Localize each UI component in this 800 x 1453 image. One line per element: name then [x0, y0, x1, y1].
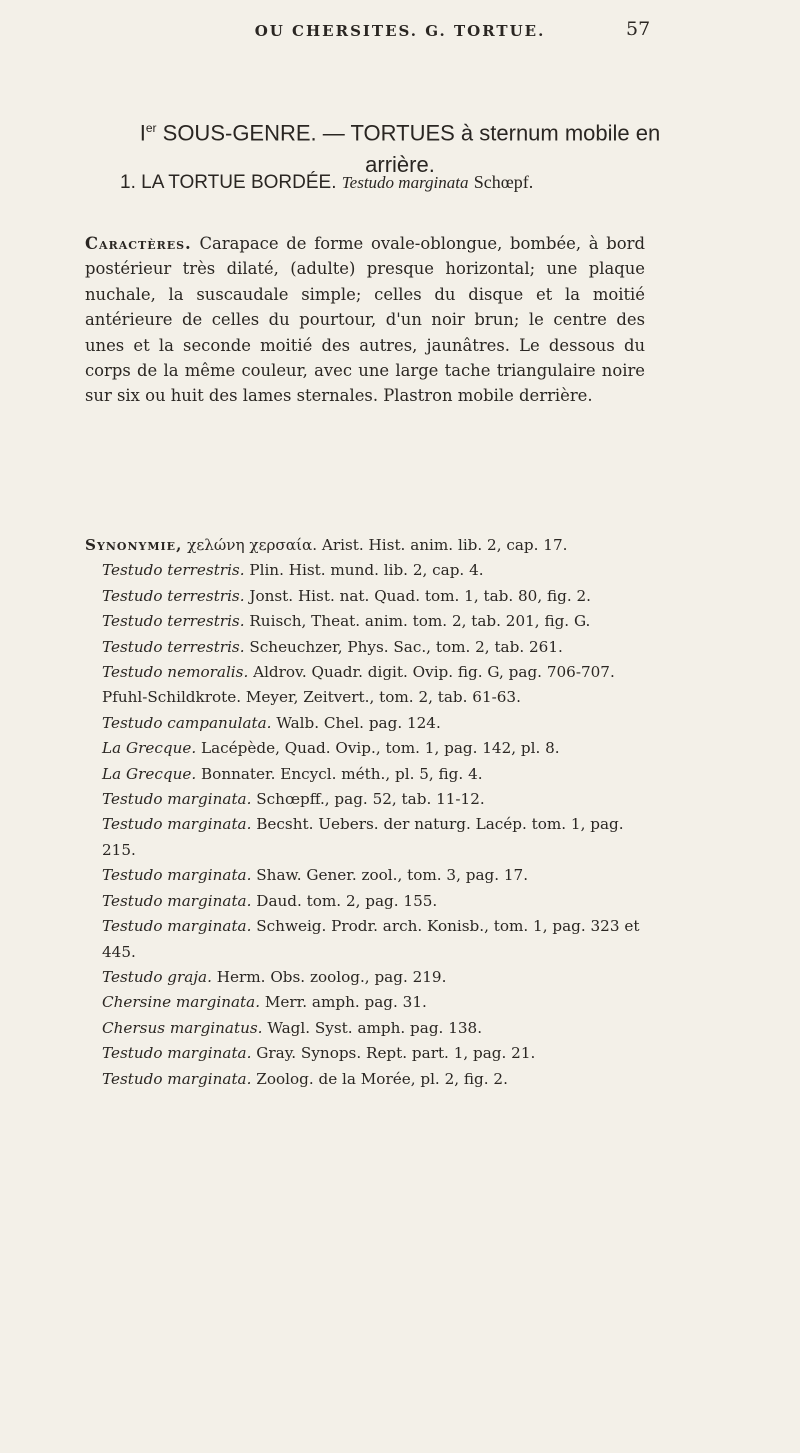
subgenus-ordinal-sup: er: [145, 121, 157, 135]
synonym-reference: Merr. amph. pag. 31.: [260, 993, 427, 1012]
synonym-reference: Jonst. Hist. nat. Quad. tom. 1, tab. 80, fig. 2.: [244, 586, 591, 605]
synonym-reference: Lacépède, Quad. Ovip., tom. 1, pag. 142, pl. 8.: [196, 739, 560, 758]
synonym-entry: [85, 812, 650, 863]
synonym-entry: [85, 1041, 650, 1066]
synonym-title: Testudo marginata.: [102, 1044, 252, 1063]
species-heading: [120, 172, 533, 194]
synonymy-label: Synonymie,: [85, 536, 183, 554]
species-name: LA TORTUE BORDÉE.: [141, 172, 337, 193]
synonymy-entries: [85, 558, 650, 1092]
synonym-entry: [85, 711, 650, 736]
synonym-entry: [85, 736, 650, 761]
synonym-title: Testudo marginata.: [102, 917, 252, 936]
synonym-entry: [85, 990, 650, 1015]
subgenus-line2: arrière.: [365, 152, 435, 178]
synonym-reference: Herm. Obs. zoolog., pag. 219.: [211, 967, 447, 986]
synonym-title: Testudo campanulata.: [102, 713, 272, 732]
synonym-title: Testudo marginata.: [102, 1069, 252, 1088]
synonym-reference: Pfuhl-Schildkrote. Meyer, Zeitvert., tom. 2, tab. 61-63.: [102, 688, 521, 707]
synonym-reference: Zoolog. de la Morée, pl. 2, fig. 2.: [251, 1069, 508, 1088]
synonym-reference: Shaw. Gener. zool., tom. 3, pag. 17.: [251, 866, 529, 885]
synonym-entry: [85, 685, 650, 710]
synonym-title: La Grecque.: [102, 739, 197, 758]
synonym-entry: [85, 965, 650, 990]
synonym-title: Testudo terrestris.: [102, 612, 245, 631]
synonym-entry: [85, 863, 650, 888]
characters-label: Caractères.: [85, 234, 192, 253]
synonym-reference: Ruisch, Theat. anim. tom. 2, tab. 201, fig. G.: [244, 612, 591, 631]
species-author: Schœpf.: [473, 172, 534, 192]
synonymy-first-ref: Arist. Hist. anim. lib. 2, cap. 17.: [317, 536, 568, 554]
synonym-entry: [85, 609, 650, 634]
synonym-reference: Daud. tom. 2, pag. 155.: [251, 891, 438, 910]
synonym-entry: [85, 762, 650, 787]
synonym-title: Testudo marginata.: [102, 790, 252, 809]
subgenus-heading: [0, 112, 800, 181]
synonymy-greek: χελώνη χερσαία.: [182, 536, 318, 554]
synonym-entry: [85, 1016, 650, 1041]
synonym-reference: Wagl. Syst. amph. pag. 138.: [262, 1018, 483, 1037]
synonym-entry: [85, 889, 650, 914]
species-binomial: Testudo marginata: [341, 173, 469, 192]
synonym-title: Testudo terrestris.: [102, 561, 245, 580]
synonym-reference: Schweig. Prodr. arch. Konisb., tom. 1, pag. 323 et 445.: [102, 917, 640, 961]
running-title: OU CHERSITES. G. TORTUE.: [254, 22, 546, 40]
synonym-title: Testudo terrestris.: [102, 586, 245, 605]
synonym-title: Testudo marginata.: [102, 866, 252, 885]
synonym-entry: [85, 1067, 650, 1092]
synonym-reference: Aldrov. Quadr. digit. Ovip. fig. G, pag. 706-707.: [248, 663, 615, 682]
synonym-entry: [85, 558, 650, 583]
synonym-title: Testudo graja.: [102, 967, 212, 986]
characters-paragraph: [85, 231, 645, 409]
synonym-title: Chersine marginata.: [102, 993, 261, 1012]
synonym-reference: Gray. Synops. Rept. part. 1, pag. 21.: [251, 1044, 536, 1063]
species-number: 1.: [120, 172, 136, 193]
synonym-reference: Plin. Hist. mund. lib. 2, cap. 4.: [244, 561, 484, 580]
characters-text: Carapace de forme ovale-oblongue, bombée, à bord postérieur très dilaté, (adulte) presque horizontal; une plaque nuchale, la suscaudale simple; celles du disque et la moitié antérieure de celles du pourtour, d'un noir brun; le centre des unes et la seconde moitié des autres, jaunâtres. Le dessous du corps de la même couleur, avec une large tache triangulaire noire sur six ou huit des lames sternales. Plastron mobile derrière.: [85, 234, 645, 406]
synonym-entry: [85, 914, 650, 965]
synonym-reference: Schœpff., pag. 52, tab. 11-12.: [251, 790, 485, 809]
synonym-reference: Walb. Chel. pag. 124.: [271, 713, 441, 732]
synonymy-list: [85, 533, 650, 1092]
synonym-title: Testudo marginata.: [102, 891, 252, 910]
synonym-title: Testudo nemoralis.: [102, 663, 249, 682]
synonym-title: Testudo terrestris.: [102, 637, 245, 656]
page-number: 57: [626, 18, 651, 40]
subgenus-line1: SOUS-GENRE. — TORTUES à sternum mobile en: [156, 120, 661, 146]
synonym-entry: [85, 584, 650, 609]
synonym-reference: Becsht. Uebers. der naturg. Lacép. tom. 1, pag. 215.: [102, 815, 624, 859]
synonym-title: La Grecque.: [102, 764, 197, 783]
synonym-reference: Scheuchzer, Phys. Sac., tom. 2, tab. 261.: [244, 637, 563, 656]
synonym-title: Chersus marginatus.: [102, 1018, 263, 1037]
synonymy-first-entry: [85, 533, 650, 558]
synonym-entry: [85, 787, 650, 812]
synonym-entry: [85, 660, 650, 685]
synonym-entry: [85, 635, 650, 660]
subgenus-ordinal: I: [139, 120, 146, 146]
synonym-reference: Bonnater. Encycl. méth., pl. 5, fig. 4.: [196, 764, 483, 783]
synonym-title: Testudo marginata.: [102, 815, 252, 834]
